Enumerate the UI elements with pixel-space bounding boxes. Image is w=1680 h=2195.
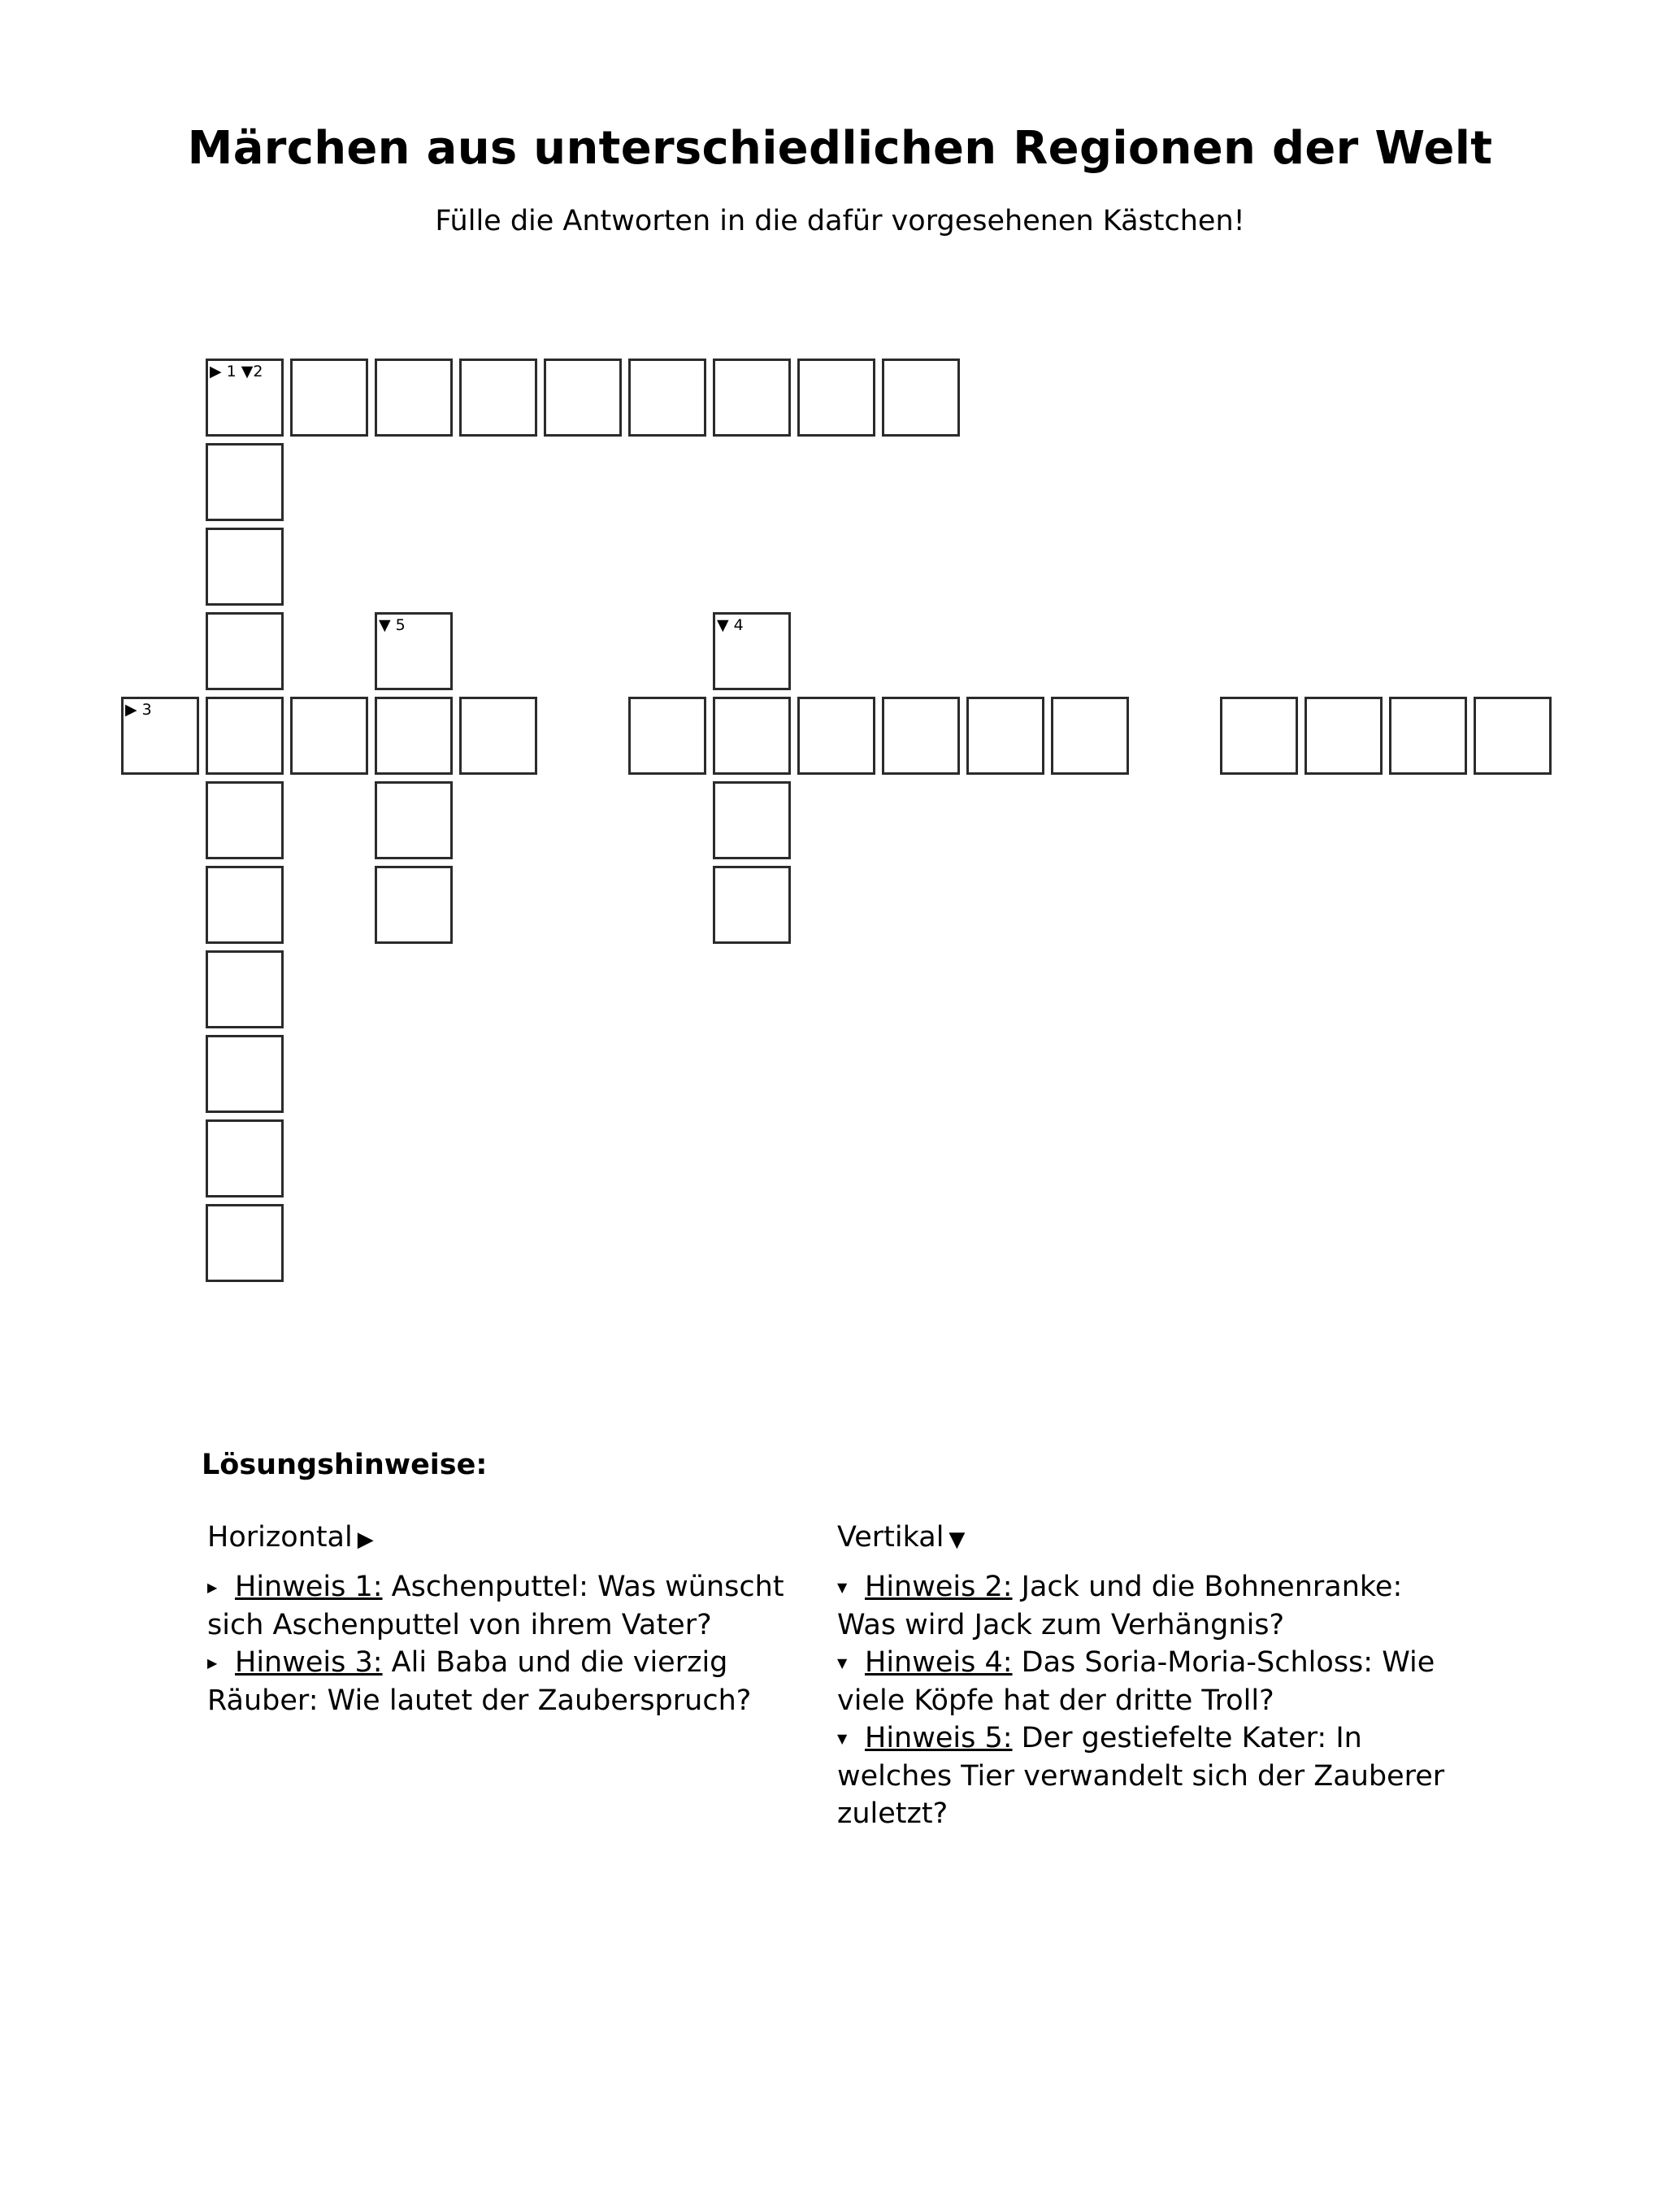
crossword-cell[interactable] — [628, 359, 706, 437]
right-arrow-icon: ▶ — [207, 1580, 218, 1595]
vertical-clues — [837, 1519, 1455, 1832]
crossword-cell[interactable] — [966, 697, 1044, 775]
crossword-cell[interactable] — [797, 359, 875, 437]
crossword-cell[interactable] — [1304, 697, 1383, 775]
horizontal-title: Horizontal — [207, 1521, 353, 1554]
crossword-cell[interactable] — [1389, 697, 1467, 775]
crossword-cell[interactable] — [1051, 697, 1129, 775]
vertical-title: Vertikal — [837, 1521, 944, 1554]
crossword-cell[interactable] — [713, 359, 791, 437]
clue-text: Jack und die Bohnenranke: Was wird Jack zum Verhängnis? — [837, 1571, 1403, 1641]
crossword-cell[interactable] — [206, 697, 284, 775]
crossword-cell[interactable] — [206, 781, 284, 859]
crossword-cell[interactable] — [206, 950, 284, 1028]
crossword-cell[interactable] — [882, 697, 960, 775]
clue-ref: Hinweis 4: — [865, 1646, 1013, 1679]
clue-text: Das Soria-Moria-Schloss: Wie viele Köpfe hat der dritte Troll? — [837, 1646, 1435, 1717]
crossword-cell[interactable] — [375, 359, 453, 437]
crossword-cell[interactable] — [882, 359, 960, 437]
clue-text: Der gestiefelte Kater: In welches Tier verwandelt sich der Zauberer zuletzt? — [837, 1722, 1445, 1830]
crossword-cell[interactable] — [206, 1204, 284, 1282]
right-arrow-icon: ▶ — [207, 1655, 218, 1671]
down-arrow-icon: ▼ — [837, 1580, 848, 1595]
cell-number-label: ▶ 1 ▼2 — [210, 363, 263, 380]
clue-ref: Hinweis 1: — [235, 1571, 383, 1603]
clue-vertical-5 — [837, 1719, 1455, 1832]
down-arrow-icon: ▼ — [837, 1655, 848, 1671]
vertical-heading — [837, 1519, 1455, 1558]
cell-number-label: ▼ 4 — [717, 616, 744, 634]
crossword-cell[interactable] — [375, 866, 453, 944]
clue-vertical-4 — [837, 1644, 1455, 1719]
crossword-cell[interactable] — [459, 359, 537, 437]
crossword-cell[interactable] — [628, 697, 706, 775]
clue-ref: Hinweis 5: — [865, 1722, 1013, 1754]
cell-number-label: ▶ 3 — [125, 701, 152, 719]
down-arrow-icon: ▼ — [949, 1528, 966, 1552]
clue-ref: Hinweis 2: — [865, 1571, 1013, 1603]
crossword-cell[interactable] — [544, 359, 622, 437]
crossword-cell[interactable] — [713, 781, 791, 859]
clue-text: Ali Baba und die vierzig Räuber: Wie lautet der Zauberspruch? — [207, 1646, 752, 1717]
crossword-cell[interactable] — [290, 359, 368, 437]
cell-number-label: ▼ 5 — [379, 616, 406, 634]
crossword-cell[interactable] — [290, 697, 368, 775]
crossword-cell[interactable] — [375, 612, 453, 690]
crossword-cell[interactable] — [206, 359, 284, 437]
horizontal-clues — [207, 1519, 825, 1719]
crossword-cell[interactable] — [375, 781, 453, 859]
crossword-cell[interactable] — [206, 1119, 284, 1197]
clue-vertical-2 — [837, 1568, 1455, 1644]
crossword-cell[interactable] — [206, 443, 284, 521]
horizontal-heading — [207, 1519, 825, 1558]
right-arrow-icon: ▶ — [357, 1528, 374, 1552]
clue-ref: Hinweis 3: — [235, 1646, 383, 1679]
crossword-cell[interactable] — [206, 1035, 284, 1113]
clues-heading: Lösungshinweise: — [202, 1449, 488, 1481]
down-arrow-icon: ▼ — [837, 1731, 848, 1746]
crossword-cell[interactable] — [375, 697, 453, 775]
crossword-cell[interactable] — [713, 697, 791, 775]
crossword-cell[interactable] — [1474, 697, 1552, 775]
instructions: Fülle die Antworten in die dafür vorgesehenen Kästchen! — [435, 205, 1245, 237]
crossword-cell[interactable] — [1220, 697, 1298, 775]
page-title: Märchen aus unterschiedlichen Regionen der Welt — [187, 122, 1493, 175]
clue-text: Aschenputtel: Was wünscht sich Aschenputtel von ihrem Vater? — [207, 1571, 784, 1641]
crossword-cell[interactable] — [206, 612, 284, 690]
crossword-cell[interactable] — [713, 612, 791, 690]
crossword-cell[interactable] — [121, 697, 199, 775]
crossword-cell[interactable] — [459, 697, 537, 775]
clue-horizontal-3 — [207, 1644, 825, 1719]
crossword-cell[interactable] — [797, 697, 875, 775]
crossword-cell[interactable] — [206, 866, 284, 944]
clue-horizontal-1 — [207, 1568, 825, 1644]
crossword-cell[interactable] — [206, 528, 284, 606]
crossword-cell[interactable] — [713, 866, 791, 944]
